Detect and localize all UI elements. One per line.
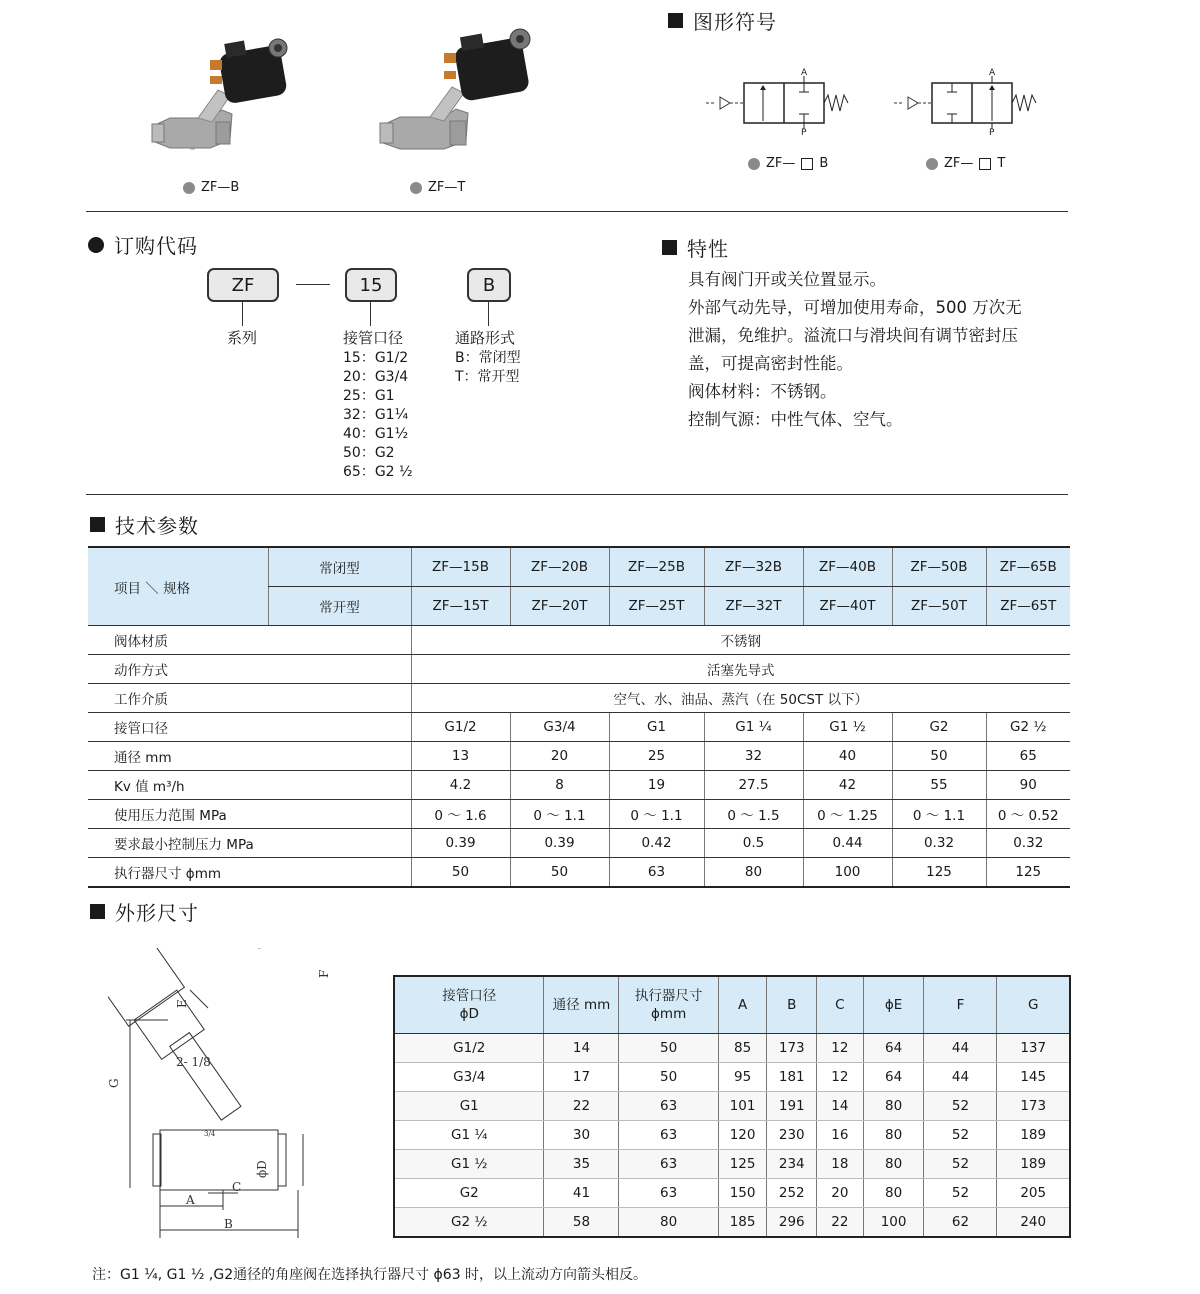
table-cell: 64 — [863, 1034, 924, 1063]
model-cell: ZF—25B — [609, 547, 704, 587]
feature-line: 控制气源：中性气体、空气。 — [688, 410, 903, 429]
list-item: 40：G1½ — [343, 426, 409, 442]
connector-line — [488, 302, 489, 326]
order-size-header: 接管口径 — [343, 329, 404, 347]
no-label: 常开型 — [268, 587, 411, 626]
table-cell: 296 — [767, 1208, 817, 1238]
table-cell: 0.42 — [609, 829, 704, 858]
col-header-b: B — [767, 976, 817, 1034]
table-row — [88, 800, 1070, 829]
list-item: 15：G1/2 — [343, 350, 409, 366]
table-cell: G1 ½ — [394, 1150, 544, 1179]
product-caption-zf-t: ZF—T — [410, 180, 465, 195]
dim-label-f: F — [317, 969, 331, 978]
table-cell: G2 ½ — [986, 713, 1070, 742]
table-cell: 22 — [544, 1092, 619, 1121]
table-cell: G2 ½ — [394, 1208, 544, 1238]
table-row — [394, 1179, 1070, 1208]
list-item: 25：G1 — [343, 388, 395, 404]
feature-line: 盖，可提高密封性能。 — [688, 354, 853, 373]
symbol-caption-no: ZF— T — [926, 156, 1005, 171]
table-cell: 20 — [510, 742, 609, 771]
table-row — [88, 684, 1070, 713]
square-bullet-icon — [668, 13, 683, 28]
tech-section-title: 技术参数 — [90, 510, 199, 539]
dim-label-c: C — [232, 1180, 242, 1194]
table-cell: 16 — [817, 1121, 864, 1150]
table-cell: 8 — [510, 771, 609, 800]
port-label-p: P — [801, 128, 807, 138]
table-row — [88, 626, 1070, 655]
order-section-title: 订购代码 — [88, 230, 198, 259]
footnote: 注：G1 ¼, G1 ½ ,G2通径的角座阀在选择执行器尺寸 ϕ63 时，以上流动方向箭头相反。 — [92, 1267, 648, 1283]
table-cell: 145 — [997, 1063, 1070, 1092]
placeholder-box-icon — [979, 158, 991, 170]
row-label: 接管口径 — [88, 713, 411, 742]
product-image-zf-b — [150, 30, 310, 160]
table-row — [88, 829, 1070, 858]
model-cell: ZF—20T — [510, 587, 609, 626]
table-cell: 0.32 — [986, 829, 1070, 858]
table-cell: 63 — [619, 1121, 718, 1150]
table-cell: 205 — [997, 1179, 1070, 1208]
col-header-a: A — [718, 976, 767, 1034]
table-cell: 50 — [619, 1063, 718, 1092]
table-row — [88, 771, 1070, 800]
table-corner: 项目 ＼ 规格 — [88, 547, 268, 626]
merged-value: 活塞先导式 — [411, 655, 1070, 684]
table-cell: 0 ～ 1.5 — [704, 800, 803, 829]
table-cell: G2 — [394, 1179, 544, 1208]
table-cell: 80 — [704, 858, 803, 888]
placeholder-box-icon — [801, 158, 813, 170]
order-series-label: 系列 — [227, 329, 258, 347]
table-cell: 80 — [863, 1150, 924, 1179]
table-cell: 63 — [609, 858, 704, 888]
table-cell: 27.5 — [704, 771, 803, 800]
table-cell: G1/2 — [411, 713, 510, 742]
table-cell: 30 — [544, 1121, 619, 1150]
table-cell: 0 ～ 0.52 — [986, 800, 1070, 829]
table-cell: 191 — [767, 1092, 817, 1121]
table-cell: 63 — [619, 1150, 718, 1179]
col-header-port: 接管口径 ϕD — [394, 976, 544, 1034]
table-cell: 0 ～ 1.1 — [609, 800, 704, 829]
features-text — [688, 266, 1068, 434]
model-cell: ZF—50T — [892, 587, 986, 626]
row-label: Kv 值 m³/h — [88, 771, 411, 800]
gray-dot-icon — [183, 182, 195, 194]
table-cell: 20 — [817, 1179, 864, 1208]
product-image-zf-t — [378, 25, 553, 160]
valve-symbol-nc — [700, 66, 860, 142]
table-cell: G1 ¼ — [394, 1121, 544, 1150]
port-label-p: P — [989, 128, 995, 138]
table-cell: 120 — [718, 1121, 767, 1150]
table-row — [394, 1092, 1070, 1121]
merged-value: 不锈钢 — [411, 626, 1070, 655]
dim-label-d: ϕD — [255, 1160, 269, 1178]
table-cell: G3/4 — [394, 1063, 544, 1092]
table-cell: G3/4 — [510, 713, 609, 742]
table-cell: 0.39 — [510, 829, 609, 858]
table-cell: G1 ½ — [803, 713, 892, 742]
table-row — [394, 1150, 1070, 1179]
table-row — [394, 1063, 1070, 1092]
square-bullet-icon — [662, 240, 677, 255]
table-cell: 90 — [986, 771, 1070, 800]
order-box-type: B — [467, 268, 511, 302]
table-cell: 32 — [704, 742, 803, 771]
table-cell: 42 — [803, 771, 892, 800]
feature-line: 具有阀门开或关位置显示。 — [688, 270, 886, 289]
list-item: T：常开型 — [455, 369, 520, 385]
table-cell: 58 — [544, 1208, 619, 1238]
col-header-g: G — [997, 976, 1070, 1034]
row-label: 通径 mm — [88, 742, 411, 771]
table-cell: 12 — [817, 1063, 864, 1092]
row-label: 动作方式 — [88, 655, 411, 684]
table-cell: 0 ～ 1.1 — [510, 800, 609, 829]
table-cell: 52 — [924, 1092, 997, 1121]
table-cell: 189 — [997, 1150, 1070, 1179]
port-label-a: A — [989, 68, 996, 78]
row-label: 使用压力范围 MPa — [88, 800, 411, 829]
table-cell: 52 — [924, 1121, 997, 1150]
order-box-size: 15 — [345, 268, 397, 302]
table-cell: 125 — [718, 1150, 767, 1179]
table-cell: 100 — [863, 1208, 924, 1238]
table-cell: G2 — [892, 713, 986, 742]
table-row — [88, 713, 1070, 742]
table-cell: 173 — [767, 1034, 817, 1063]
table-cell: 0 ～ 1.25 — [803, 800, 892, 829]
model-cell: ZF—65T — [986, 587, 1070, 626]
table-cell: 234 — [767, 1150, 817, 1179]
table-cell: 101 — [718, 1092, 767, 1121]
table-cell: 0.39 — [411, 829, 510, 858]
order-size-list — [343, 329, 413, 482]
features-section-title: 特性 — [662, 233, 729, 262]
table-row — [88, 655, 1070, 684]
table-cell: 185 — [718, 1208, 767, 1238]
list-item: 20：G3/4 — [343, 369, 409, 385]
square-bullet-icon — [90, 517, 105, 532]
table-cell: 12 — [817, 1034, 864, 1063]
table-cell: 14 — [544, 1034, 619, 1063]
divider — [86, 494, 1068, 495]
table-cell: 50 — [510, 858, 609, 888]
model-cell: ZF—32B — [704, 547, 803, 587]
table-cell: 230 — [767, 1121, 817, 1150]
table-row — [88, 858, 1070, 888]
table-cell: 65 — [986, 742, 1070, 771]
table-cell: 50 — [619, 1034, 718, 1063]
col-header-c: C — [817, 976, 864, 1034]
valve-symbol-no — [888, 66, 1048, 142]
table-row — [394, 1208, 1070, 1238]
model-cell: ZF—40T — [803, 587, 892, 626]
table-cell: 25 — [609, 742, 704, 771]
list-item: 32：G1¼ — [343, 407, 409, 423]
table-cell: 13 — [411, 742, 510, 771]
feature-line: 外部气动先导，可增加使用寿命，500 万次无 — [688, 298, 1022, 317]
port-label-a: A — [801, 68, 808, 78]
table-cell: 14 — [817, 1092, 864, 1121]
table-cell: 35 — [544, 1150, 619, 1179]
merged-value: 空气、水、油品、蒸汽（在 50CST 以下） — [411, 684, 1070, 713]
table-cell: 95 — [718, 1063, 767, 1092]
symbol-caption-nc: ZF— B — [748, 156, 828, 171]
table-cell: 50 — [411, 858, 510, 888]
tech-params-table — [88, 546, 1070, 888]
table-cell: 0.44 — [803, 829, 892, 858]
table-cell: 100 — [803, 858, 892, 888]
table-cell: 44 — [924, 1034, 997, 1063]
table-cell: 80 — [863, 1179, 924, 1208]
table-cell: 125 — [892, 858, 986, 888]
table-cell: 85 — [718, 1034, 767, 1063]
dims-section-title: 外形尺寸 — [90, 897, 199, 926]
order-box-series: ZF — [207, 268, 279, 302]
table-row — [394, 1034, 1070, 1063]
table-cell: 52 — [924, 1179, 997, 1208]
table-cell: G1 ¼ — [704, 713, 803, 742]
col-header-bore: 通径 mm — [544, 976, 619, 1034]
dim-label-e: E — [175, 999, 189, 1008]
table-cell: 62 — [924, 1208, 997, 1238]
table-cell: 80 — [619, 1208, 718, 1238]
row-label: 执行器尺寸 ϕmm — [88, 858, 411, 888]
gray-dot-icon — [926, 158, 938, 170]
connector-line — [370, 302, 371, 326]
table-cell: 22 — [817, 1208, 864, 1238]
dim-label-port: 2- 1/8 — [176, 1055, 211, 1069]
dash-line — [296, 284, 330, 285]
table-row — [394, 976, 1070, 1034]
list-item: 50：G2 — [343, 445, 395, 461]
list-item: 65：G2 ½ — [343, 464, 413, 480]
table-row — [88, 547, 1070, 587]
row-label: 要求最小控制压力 MPa — [88, 829, 411, 858]
model-cell: ZF—40B — [803, 547, 892, 587]
model-cell: ZF—15B — [411, 547, 510, 587]
gray-dot-icon — [748, 158, 760, 170]
table-cell: 0.32 — [892, 829, 986, 858]
table-row — [88, 742, 1070, 771]
symbols-section-title: 图形符号 — [668, 6, 777, 35]
table-cell: 125 — [986, 858, 1070, 888]
feature-line: 泄漏，免维护。溢流口与滑块间有调节密封压 — [688, 326, 1018, 345]
row-label: 工作介质 — [88, 684, 411, 713]
table-cell: 252 — [767, 1179, 817, 1208]
divider — [86, 211, 1068, 212]
model-cell: ZF—65B — [986, 547, 1070, 587]
table-cell: 4.2 — [411, 771, 510, 800]
table-cell: 40 — [803, 742, 892, 771]
table-cell: G1/2 — [394, 1034, 544, 1063]
feature-line: 阀体材料：不锈钢。 — [688, 382, 837, 401]
table-cell: 0.5 — [704, 829, 803, 858]
dim-label-b: B — [224, 1217, 233, 1231]
dim-mark: 3/4 — [204, 1130, 216, 1138]
table-cell: 64 — [863, 1063, 924, 1092]
table-cell: 44 — [924, 1063, 997, 1092]
model-cell: ZF—15T — [411, 587, 510, 626]
connector-line — [242, 302, 243, 326]
col-header-actuator: 执行器尺寸 ϕmm — [619, 976, 718, 1034]
nc-label: 常闭型 — [268, 547, 411, 587]
table-cell: 181 — [767, 1063, 817, 1092]
table-cell: 52 — [924, 1150, 997, 1179]
dim-label-a: A — [186, 1193, 195, 1207]
table-cell: 41 — [544, 1179, 619, 1208]
circle-bullet-icon — [88, 237, 104, 253]
product-caption-zf-b: ZF—B — [183, 180, 239, 195]
model-cell: ZF—32T — [704, 587, 803, 626]
table-cell: 17 — [544, 1063, 619, 1092]
table-cell: 150 — [718, 1179, 767, 1208]
list-item: B：常闭型 — [455, 350, 521, 366]
table-cell: 55 — [892, 771, 986, 800]
table-cell: 189 — [997, 1121, 1070, 1150]
table-cell: 0 ～ 1.6 — [411, 800, 510, 829]
table-cell: 19 — [609, 771, 704, 800]
col-header-f: F — [924, 976, 997, 1034]
dimension-drawing — [108, 948, 358, 1243]
table-cell: G1 — [394, 1092, 544, 1121]
table-cell: 0 ～ 1.1 — [892, 800, 986, 829]
table-cell: 173 — [997, 1092, 1070, 1121]
dimensions-table — [393, 975, 1071, 1238]
col-header-e: ϕE — [863, 976, 924, 1034]
gray-dot-icon — [410, 182, 422, 194]
table-cell: G1 — [609, 713, 704, 742]
square-bullet-icon — [90, 904, 105, 919]
table-cell: 63 — [619, 1179, 718, 1208]
table-cell: 137 — [997, 1034, 1070, 1063]
table-cell: 18 — [817, 1150, 864, 1179]
model-cell: ZF—25T — [609, 587, 704, 626]
row-label: 阀体材质 — [88, 626, 411, 655]
table-row — [394, 1121, 1070, 1150]
dim-label-g: G — [108, 1078, 121, 1088]
table-cell: 50 — [892, 742, 986, 771]
model-cell: ZF—20B — [510, 547, 609, 587]
table-cell: 240 — [997, 1208, 1070, 1238]
model-cell: ZF—50B — [892, 547, 986, 587]
order-type-list — [455, 329, 521, 387]
table-cell: 80 — [863, 1121, 924, 1150]
order-type-header: 通路形式 — [455, 329, 516, 347]
table-cell: 80 — [863, 1092, 924, 1121]
table-cell: 63 — [619, 1092, 718, 1121]
